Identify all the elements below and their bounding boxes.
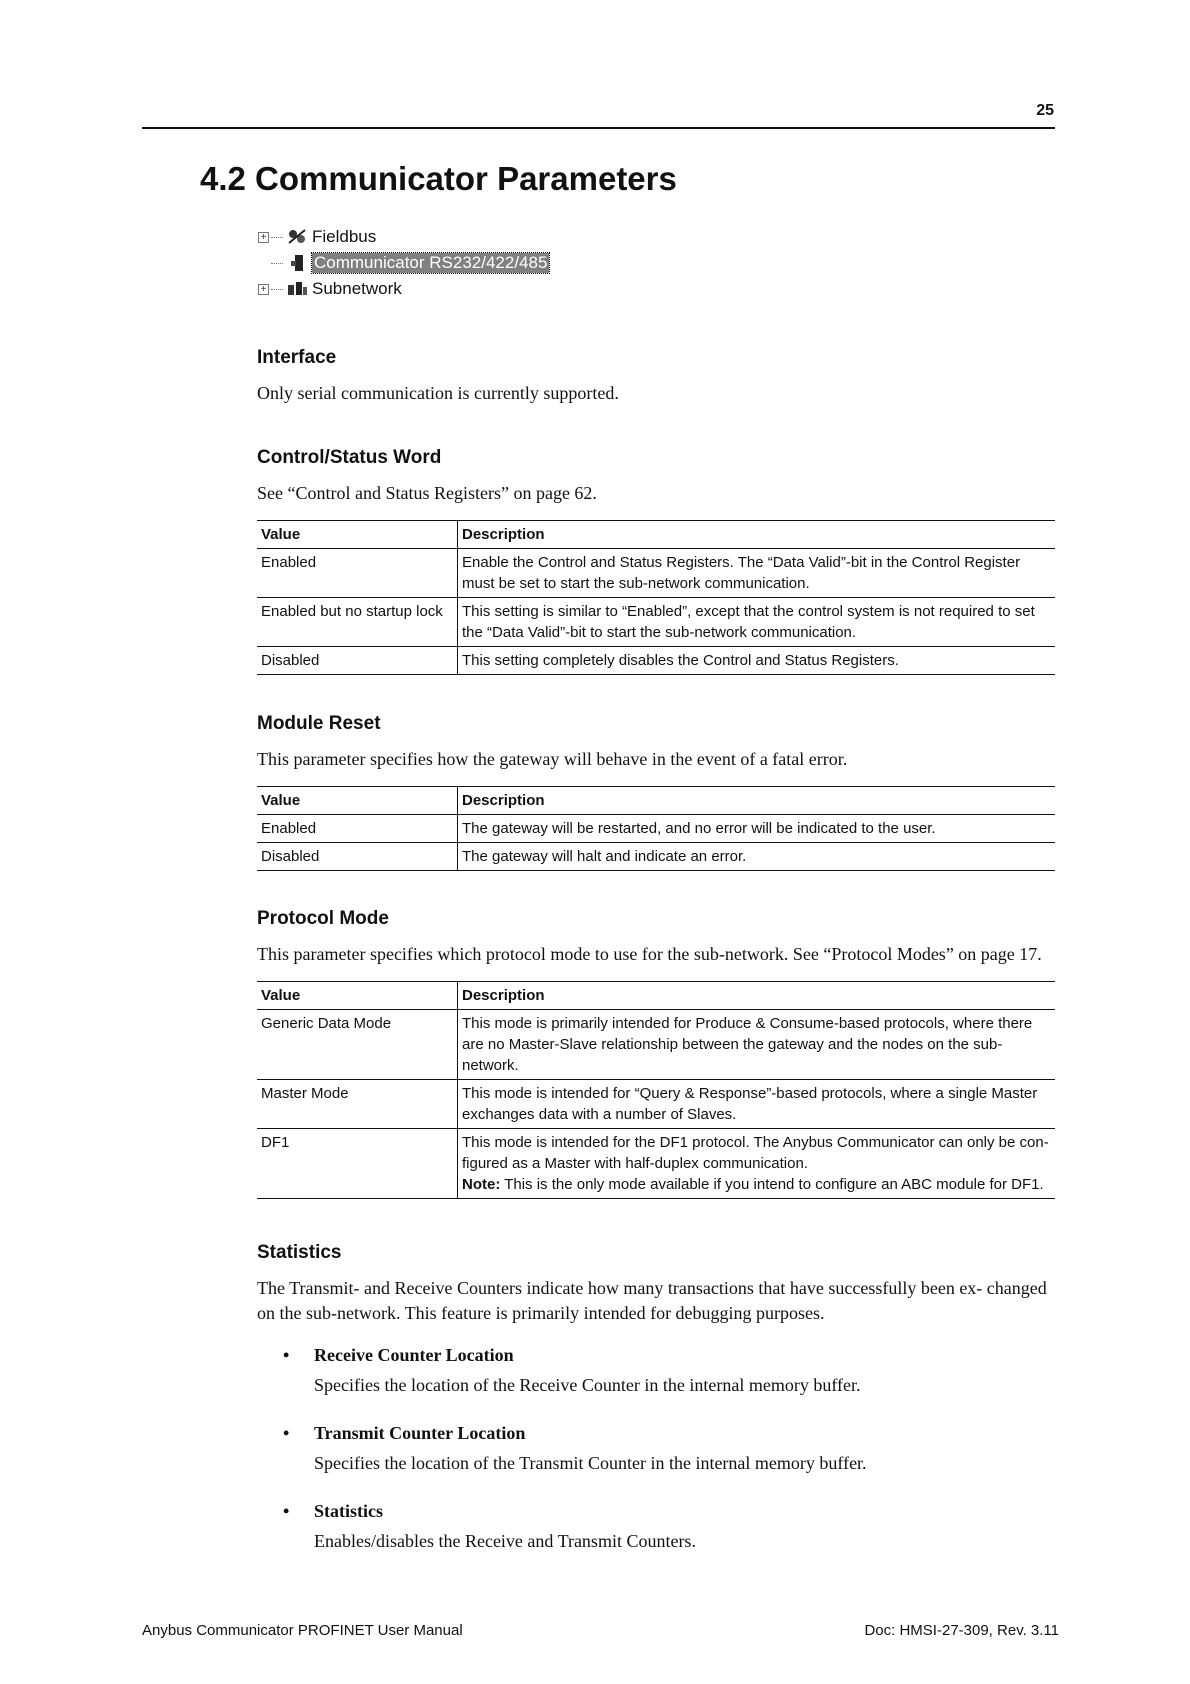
table-cell-value: Enabled <box>257 815 458 843</box>
table-header: Value <box>257 521 458 549</box>
table-cell-description: Enable the Control and Status Registers. The “Data Valid”-bit in the Control Register must be set to start the sub-network communication. <box>462 554 1021 592</box>
tree-item-label: Fieldbus <box>312 227 377 246</box>
note-label: Note: <box>462 1176 501 1193</box>
tree-item-label: Subnetwork <box>312 279 402 298</box>
config-tree <box>258 224 549 302</box>
expand-icon[interactable]: + <box>258 232 269 243</box>
statistics-text: The Transmit- and Receive Counters indicate how many transactions that have successfully been ex- changed on the sub-network. This feature is primarily intended for debugging purposes. <box>257 1278 1047 1323</box>
table-row <box>257 647 1055 675</box>
table-cell-description: The gateway will halt and indicate an error. <box>462 848 747 865</box>
table-header: Description <box>462 792 545 809</box>
table-row <box>257 549 1055 598</box>
table-cell-value: Enabled <box>257 549 458 598</box>
tree-item-subnetwork[interactable] <box>258 276 549 302</box>
protocol-mode-section <box>257 908 1055 1199</box>
table-row <box>257 1129 1055 1199</box>
list-item-text: Enables/disables the Receive and Transmit Counters. <box>314 1531 696 1551</box>
control-status-section <box>257 447 1055 675</box>
subnetwork-icon <box>286 279 308 299</box>
list-item-text: Specifies the location of the Transmit Counter in the internal memory buffer. <box>314 1453 867 1473</box>
description-text: This mode is intended for the DF1 protocol. The Anybus Communicator can only be con- figured as a Master with half-duplex communication. <box>462 1134 1049 1172</box>
statistics-heading: Statistics <box>257 1242 342 1263</box>
table-cell-description: This setting is similar to “Enabled”, except that the control system is not required to set the “Data Valid”-bit to start the sub-network communication. <box>462 603 1035 641</box>
note-text: This is the only mode available if you intend to configure an ABC module for DF1. <box>500 1176 1044 1193</box>
table-cell-value: DF1 <box>257 1129 458 1199</box>
table-header-row <box>257 521 1055 549</box>
table-cell-description: The gateway will be restarted, and no error will be indicated to the user. <box>462 820 936 837</box>
table-cell-description: This mode is intended for “Query & Response”-based protocols, where a single Master exchanges data with a number of Slaves. <box>462 1085 1038 1123</box>
footer-doc-number: Doc: HMSI-27-309, Rev. 3.11 <box>864 1622 1059 1639</box>
table-header: Description <box>462 526 545 543</box>
statistics-list <box>257 1340 1055 1556</box>
expand-icon[interactable]: + <box>258 284 269 295</box>
table-cell-value: Generic Data Mode <box>257 1010 458 1080</box>
table-row <box>257 843 1055 871</box>
protocol-mode-text: This parameter specifies which protocol mode to use for the sub-network. See “Protocol Modes” on page 17. <box>257 944 1042 964</box>
table-cell-value: Enabled but no startup lock <box>257 598 458 647</box>
interface-section <box>257 347 1055 406</box>
table-cell-value: Master Mode <box>257 1080 458 1129</box>
table-row <box>257 815 1055 843</box>
table-cell-value: Disabled <box>257 843 458 871</box>
control-status-table <box>257 520 1055 675</box>
control-status-heading: Control/Status Word <box>257 447 442 468</box>
page-title: 4.2 Communicator Parameters <box>200 160 677 197</box>
protocol-mode-heading: Protocol Mode <box>257 908 389 929</box>
list-item <box>257 1496 1055 1556</box>
module-reset-table <box>257 786 1055 871</box>
table-header: Value <box>257 787 458 815</box>
list-item-title: • Receive Counter Location <box>314 1345 514 1365</box>
table-row <box>257 1010 1055 1080</box>
table-header-row <box>257 982 1055 1010</box>
header-rule <box>142 127 1055 129</box>
communicator-icon <box>286 253 308 273</box>
list-item-title: • Statistics <box>314 1501 383 1521</box>
table-cell-value: Disabled <box>257 647 458 675</box>
list-item-title: • Transmit Counter Location <box>314 1423 526 1443</box>
module-reset-heading: Module Reset <box>257 713 381 734</box>
list-item <box>257 1418 1055 1478</box>
table-cell-description: This mode is primarily intended for Produce & Consume-based protocols, where there are no Master-Slave relationship between the gateway and the nodes on the sub-network. <box>462 1015 1033 1074</box>
fieldbus-icon <box>286 227 308 247</box>
tree-item-fieldbus[interactable] <box>258 224 549 250</box>
table-row <box>257 1080 1055 1129</box>
table-header-row <box>257 787 1055 815</box>
interface-text: Only serial communication is currently supported. <box>257 383 619 403</box>
interface-heading: Interface <box>257 347 337 368</box>
tree-item-label: Communicator RS232/422/485 <box>314 253 548 272</box>
list-item-text: Specifies the location of the Receive Counter in the internal memory buffer. <box>314 1375 861 1395</box>
table-row <box>257 598 1055 647</box>
table-cell-description <box>458 1129 1056 1199</box>
protocol-mode-table <box>257 981 1055 1199</box>
tree-item-communicator[interactable] <box>258 250 549 276</box>
module-reset-section <box>257 713 1055 871</box>
statistics-section <box>257 1242 1055 1574</box>
table-cell-description: This setting completely disables the Control and Status Registers. <box>462 652 899 669</box>
module-reset-text: This parameter specifies how the gateway will behave in the event of a fatal error. <box>257 749 848 769</box>
list-item <box>257 1340 1055 1400</box>
footer-title: Anybus Communicator PROFINET User Manual <box>142 1622 463 1639</box>
table-header: Value <box>257 982 458 1010</box>
control-status-text: See “Control and Status Registers” on page 62. <box>257 483 597 503</box>
table-header: Description <box>462 987 545 1004</box>
page-number: 25 <box>1036 102 1054 119</box>
